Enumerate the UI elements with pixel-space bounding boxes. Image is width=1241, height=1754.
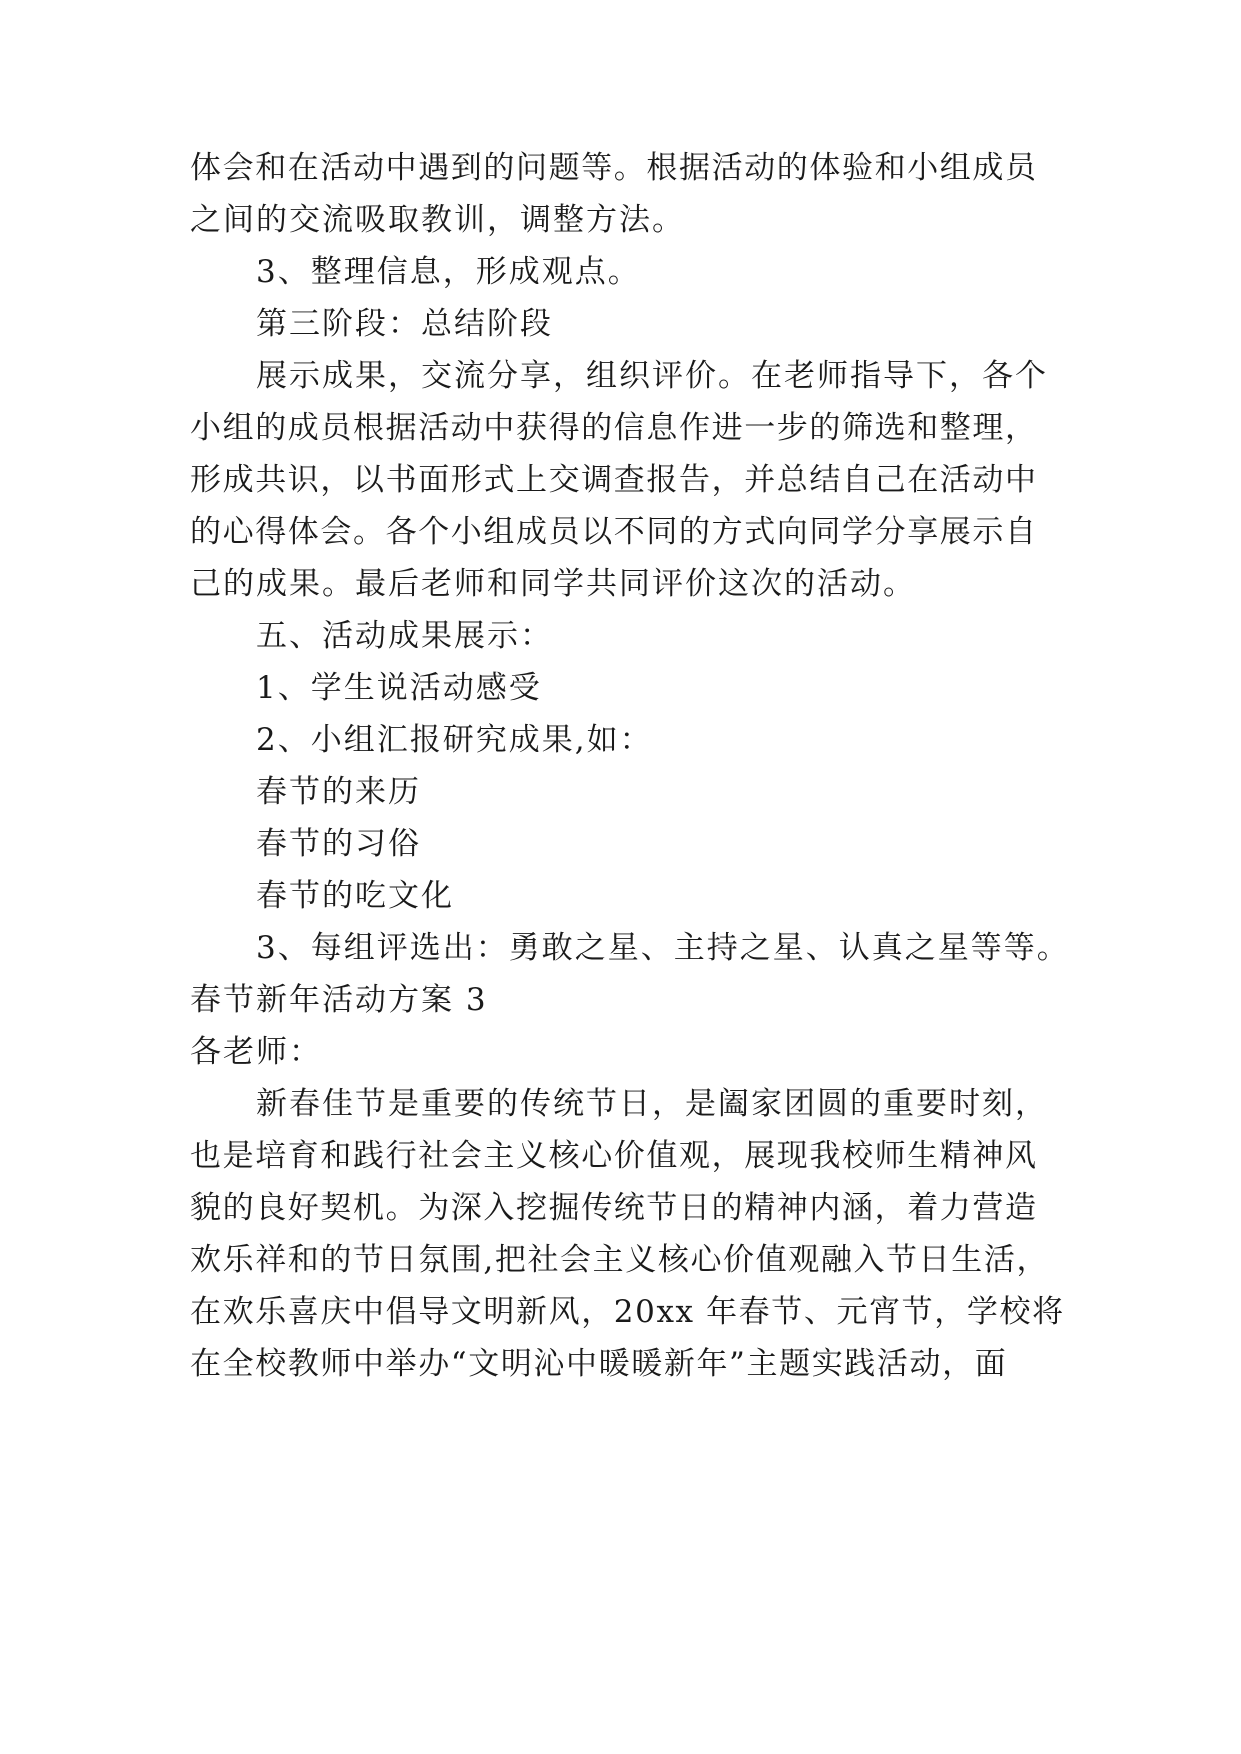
list-item: 3、每组评选出：勇敢之星、主持之星、认真之星等等。 (256, 930, 1070, 966)
section-heading: 第三阶段：总结阶段 (256, 306, 553, 342)
paragraph-line: 体会和在活动中遇到的问题等。根据活动的体验和小组成员 (190, 150, 1038, 186)
paragraph-line: 形成共识，以书面形式上交调查报告，并总结自己在活动中 (190, 462, 1038, 498)
list-item: 3、整理信息，形成观点。 (256, 254, 641, 290)
list-item: 1、学生说活动感受 (256, 670, 542, 706)
document-title: 春节新年活动方案 3 (190, 982, 488, 1018)
paragraph-line: 小组的成员根据活动中获得的信息作进一步的筛选和整理， (190, 410, 1038, 446)
paragraph-line: 新春佳节是重要的传统节日，是阖家团圆的重要时刻， (256, 1086, 1048, 1122)
section-heading: 五、活动成果展示： (256, 618, 553, 654)
paragraph-line: 欢乐祥和的节日氛围,把社会主义核心价值观融入节日生活， (190, 1242, 1050, 1278)
list-item: 春节的来历 (256, 774, 421, 810)
paragraph-line: 貌的良好契机。为深入挖掘传统节日的精神内涵，着力营造 (190, 1190, 1038, 1226)
paragraph-line: 的心得体会。各个小组成员以不同的方式向同学分享展示自 (190, 514, 1038, 550)
paragraph-line: 在全校教师中举办“文明沁中暖暖新年”主题实践活动，面 (190, 1346, 1008, 1382)
paragraph-line: 之间的交流吸取教训，调整方法。 (190, 202, 685, 238)
list-item: 春节的吃文化 (256, 878, 454, 914)
list-item: 春节的习俗 (256, 826, 421, 862)
salutation: 各老师： (190, 1034, 322, 1070)
list-item: 2、小组汇报研究成果,如： (256, 722, 653, 758)
paragraph-line: 在欢乐喜庆中倡导文明新风，20xx 年春节、元宵节，学校将 (190, 1294, 1065, 1330)
paragraph-line: 己的成果。最后老师和同学共同评价这次的活动。 (190, 566, 916, 602)
paragraph-line: 也是培育和践行社会主义核心价值观，展现我校师生精神风 (190, 1138, 1038, 1174)
paragraph-line: 展示成果，交流分享，组织评价。在老师指导下，各个 (256, 358, 1048, 394)
